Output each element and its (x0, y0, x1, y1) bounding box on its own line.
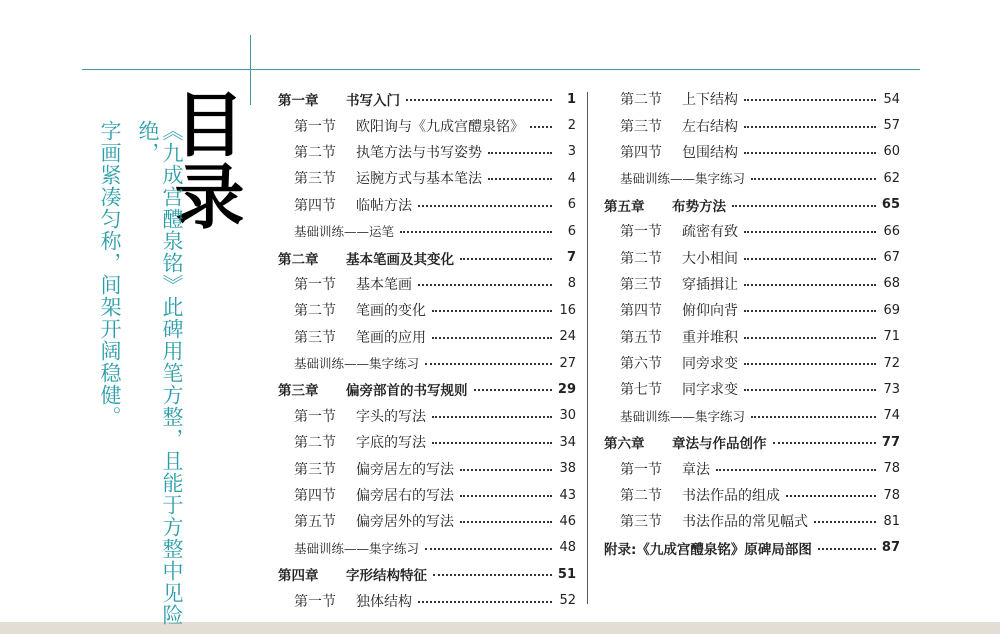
toc-section-entry[interactable] (604, 86, 900, 112)
toc-entry-number: 第三节 (294, 171, 336, 188)
toc-entry-number: 第一节 (620, 224, 662, 241)
toc-entry-label: 基础训练——运笔 (294, 224, 395, 240)
toc-entry-label: 基础训练——集字练习 (620, 171, 746, 187)
toc-entry-number: 第三节 (620, 514, 662, 531)
toc-drill-entry[interactable] (604, 403, 900, 429)
toc-chapter-entry[interactable] (604, 429, 900, 455)
toc-page-number: 77 (881, 434, 900, 450)
toc-entry-number: 第一节 (294, 408, 336, 425)
toc-entry-label: 疏密有致 (682, 224, 738, 241)
toc-column-left (278, 86, 576, 614)
toc-entry-number: 第三章 (278, 383, 319, 400)
toc-dot-leader (530, 126, 552, 128)
toc-entry-label: 执笔方法与书写姿势 (356, 144, 482, 161)
toc-dot-leader (433, 574, 552, 576)
toc-dot-leader (744, 310, 876, 312)
toc-page-number: 4 (567, 170, 576, 186)
toc-entry-number: 第四节 (620, 303, 662, 320)
toc-section-entry[interactable] (278, 165, 576, 191)
toc-entry-label: 书法作品的组成 (682, 488, 780, 505)
toc-section-entry[interactable] (278, 429, 576, 455)
toc-entry-number: 第四节 (294, 488, 336, 505)
toc-section-entry[interactable] (604, 508, 900, 534)
toc-entry-label: 字形结构特征 (346, 568, 427, 585)
toc-page-number: 6 (567, 223, 576, 239)
toc-entry-label: 笔画的变化 (356, 303, 426, 320)
toc-dot-leader (432, 442, 552, 444)
toc-entry-number: 第二节 (294, 303, 336, 320)
toc-dot-leader (432, 310, 552, 312)
column-divider (587, 92, 588, 604)
toc-entry-label: 基本笔画 (356, 276, 412, 293)
toc-page-number: 54 (883, 91, 900, 107)
toc-section-entry[interactable] (604, 218, 900, 244)
toc-entry-number: 第四节 (294, 197, 336, 214)
toc-page-number: 51 (557, 566, 576, 582)
toc-page-number: 66 (883, 223, 900, 239)
toc-entry-number: 第二节 (294, 144, 336, 161)
toc-page-number: 87 (881, 540, 900, 556)
toc-page-number: 60 (883, 144, 900, 160)
toc-page-number: 43 (559, 487, 576, 503)
toc-entry-number: 第三节 (620, 276, 662, 293)
toc-page-number: 78 (883, 487, 900, 503)
toc-entry-number: 第二节 (620, 488, 662, 505)
toc-entry-number: 第二节 (294, 435, 336, 452)
toc-entry-label: 附录:《九成宫醴泉铭》原碑局部图 (604, 541, 812, 558)
toc-dot-leader (488, 152, 552, 154)
toc-entry-label: 独体结构 (356, 593, 412, 610)
toc-chapter-entry[interactable] (278, 561, 576, 587)
toc-page-number: 62 (883, 170, 900, 186)
toc-page-number: 57 (883, 118, 900, 134)
toc-section-entry[interactable] (278, 455, 576, 481)
toc-dot-leader (744, 284, 876, 286)
toc-page-number: 3 (567, 144, 576, 160)
toc-page-number: 34 (559, 434, 576, 450)
toc-section-entry[interactable] (278, 192, 576, 218)
toc-dot-leader (460, 469, 552, 471)
toc-entry-number: 第一节 (294, 593, 336, 610)
toc-dot-leader (460, 521, 552, 523)
toc-entry-label: 章法 (682, 461, 710, 478)
toc-section-entry[interactable] (604, 324, 900, 350)
toc-section-entry[interactable] (278, 112, 576, 138)
toc-dot-leader (406, 99, 552, 101)
toc-entry-label: 基础训练——集字练习 (294, 540, 420, 556)
toc-entry-label: 左右结构 (682, 118, 738, 135)
toc-section-entry[interactable] (604, 455, 900, 481)
toc-page-number: 71 (883, 329, 900, 345)
toc-chapter-entry[interactable] (278, 244, 576, 270)
toc-dot-leader (425, 548, 552, 550)
toc-dot-leader (744, 126, 876, 128)
toc-column-right (604, 86, 900, 561)
toc-section-entry[interactable] (604, 376, 900, 402)
toc-dot-leader (744, 258, 876, 260)
toc-dot-leader (773, 442, 876, 444)
toc-entry-label: 大小相间 (682, 250, 738, 267)
toc-dot-leader (418, 284, 552, 286)
toc-section-entry[interactable] (278, 508, 576, 534)
toc-section-entry[interactable] (604, 271, 900, 297)
toc-entry-label: 书写入门 (346, 93, 400, 110)
toc-entry-label: 重并堆积 (682, 329, 738, 346)
toc-dot-leader (732, 205, 876, 207)
toc-dot-leader (818, 548, 876, 550)
toc-chapter-entry[interactable] (604, 192, 900, 218)
toc-entry-number: 第一章 (278, 93, 319, 110)
toc-entry-number: 第三节 (294, 461, 336, 478)
toc-chapter-entry[interactable] (278, 86, 576, 112)
toc-entry-label: 笔画的应用 (356, 329, 426, 346)
toc-page-number: 74 (883, 408, 900, 424)
toc-dot-leader (744, 363, 876, 365)
toc-section-entry[interactable] (278, 139, 576, 165)
toc-dot-leader (460, 495, 552, 497)
toc-dot-leader (814, 521, 876, 523)
toc-entry-number: 第七节 (620, 382, 662, 399)
toc-section-entry[interactable] (604, 297, 900, 323)
toc-entry-label: 临帖方法 (356, 197, 412, 214)
toc-page-number: 29 (557, 381, 576, 397)
toc-section-entry[interactable] (278, 297, 576, 323)
toc-entry-label: 章法与作品创作 (672, 436, 767, 453)
toc-entry-label: 同旁求变 (682, 356, 738, 373)
toc-dot-leader (786, 495, 876, 497)
toc-entry-number: 第五章 (604, 198, 645, 215)
toc-chapter-entry[interactable] (604, 535, 900, 561)
toc-entry-number: 第一节 (620, 461, 662, 478)
toc-dot-leader (418, 205, 552, 207)
toc-section-entry[interactable] (604, 112, 900, 138)
toc-dot-leader (425, 363, 552, 365)
toc-dot-leader (716, 469, 876, 471)
toc-section-entry[interactable] (278, 587, 576, 613)
toc-page-number: 81 (883, 513, 900, 529)
toc-page-number: 72 (883, 355, 900, 371)
toc-dot-leader (744, 231, 876, 233)
toc-entry-label: 偏旁部首的书写规则 (346, 383, 468, 400)
toc-entry-label: 字底的写法 (356, 435, 426, 452)
toc-entry-number: 第二章 (278, 251, 319, 268)
toc-entry-label: 上下结构 (682, 92, 738, 109)
toc-page-number: 8 (567, 276, 576, 292)
toc-entry-number: 第二节 (620, 92, 662, 109)
toc-entry-label: 基本笔画及其变化 (346, 251, 454, 268)
toc-dot-leader (474, 389, 552, 391)
toc-page-number: 52 (559, 593, 576, 609)
toc-entry-label: 欧阳询与《九成宫醴泉铭》 (356, 118, 524, 135)
toc-entry-label: 运腕方式与基本笔法 (356, 171, 482, 188)
toc-drill-entry[interactable] (604, 165, 900, 191)
toc-page-number: 46 (559, 513, 576, 529)
toc-dot-leader (400, 231, 552, 233)
toc-dot-leader (460, 258, 552, 260)
toc-entry-label: 包围结构 (682, 144, 738, 161)
toc-entry-number: 第一节 (294, 118, 336, 135)
toc-section-entry[interactable] (604, 350, 900, 376)
vertical-rule (250, 35, 251, 105)
toc-section-entry[interactable] (604, 139, 900, 165)
toc-entry-label: 穿插揖让 (682, 276, 738, 293)
toc-page-number: 78 (883, 461, 900, 477)
page-title: 目录 (163, 88, 245, 232)
toc-dot-leader (744, 99, 876, 101)
toc-entry-label: 基础训练——集字练习 (620, 408, 746, 424)
toc-entry-number: 第六节 (620, 356, 662, 373)
toc-entry-number: 第五节 (294, 514, 336, 531)
toc-entry-label: 同字求变 (682, 382, 738, 399)
toc-page-number: 73 (883, 381, 900, 397)
toc-entry-label: 书法作品的常见幅式 (682, 514, 808, 531)
toc-page-number: 1 (566, 91, 576, 107)
toc-page-number: 6 (567, 197, 576, 213)
toc-entry-number: 第五节 (620, 329, 662, 346)
toc-section-entry[interactable] (278, 324, 576, 350)
toc-entry-number: 第三节 (294, 329, 336, 346)
toc-section-entry[interactable] (604, 482, 900, 508)
toc-entry-number: 第四章 (278, 568, 319, 585)
toc-drill-entry[interactable] (278, 218, 576, 244)
toc-entry-label: 偏旁居左的写法 (356, 461, 454, 478)
toc-dot-leader (744, 389, 876, 391)
toc-dot-leader (418, 601, 552, 603)
toc-dot-leader (488, 178, 552, 180)
toc-chapter-entry[interactable] (278, 376, 576, 402)
toc-entry-label: 布势方法 (672, 198, 726, 215)
toc-page-number: 30 (559, 408, 576, 424)
toc-page-number: 27 (559, 355, 576, 371)
toc-entry-number: 第二节 (620, 250, 662, 267)
toc-entry-number: 第一节 (294, 276, 336, 293)
toc-entry-label: 偏旁居右的写法 (356, 488, 454, 505)
toc-dot-leader (432, 337, 552, 339)
toc-page-number: 48 (559, 540, 576, 556)
toc-page-number: 7 (566, 250, 576, 266)
toc-page-number: 38 (559, 461, 576, 477)
toc-dot-leader (744, 152, 876, 154)
toc-dot-leader (751, 178, 876, 180)
toc-entry-number: 第四节 (620, 144, 662, 161)
toc-entry-label: 字头的写法 (356, 408, 426, 425)
toc-dot-leader (751, 416, 876, 418)
header-rule (82, 69, 920, 70)
toc-dot-leader (744, 337, 876, 339)
toc-drill-entry[interactable] (278, 350, 576, 376)
toc-entry-label: 俯仰向背 (682, 303, 738, 320)
side-caption-line-1: 《九成宫醴泉铭》此碑用笔方整，且能于方整中见险绝， (136, 120, 184, 626)
toc-page-number: 69 (883, 302, 900, 318)
toc-entry-number: 第六章 (604, 436, 645, 453)
toc-page-number: 16 (559, 302, 576, 318)
toc-page-number: 67 (883, 250, 900, 266)
toc-drill-entry[interactable] (278, 535, 576, 561)
toc-entry-label: 偏旁居外的写法 (356, 514, 454, 531)
toc-entry-number: 第三节 (620, 118, 662, 135)
toc-page-number: 65 (881, 197, 900, 213)
toc-section-entry[interactable] (278, 482, 576, 508)
toc-section-entry[interactable] (604, 244, 900, 270)
toc-section-entry[interactable] (278, 403, 576, 429)
side-caption-line-2: 字画紧凑匀称，间架开阔稳健。 (98, 120, 122, 428)
toc-page-number: 2 (567, 118, 576, 134)
toc-page-number: 68 (883, 276, 900, 292)
toc-section-entry[interactable] (278, 271, 576, 297)
toc-dot-leader (432, 416, 552, 418)
toc-page-number: 24 (559, 329, 576, 345)
toc-entry-label: 基础训练——集字练习 (294, 356, 420, 372)
